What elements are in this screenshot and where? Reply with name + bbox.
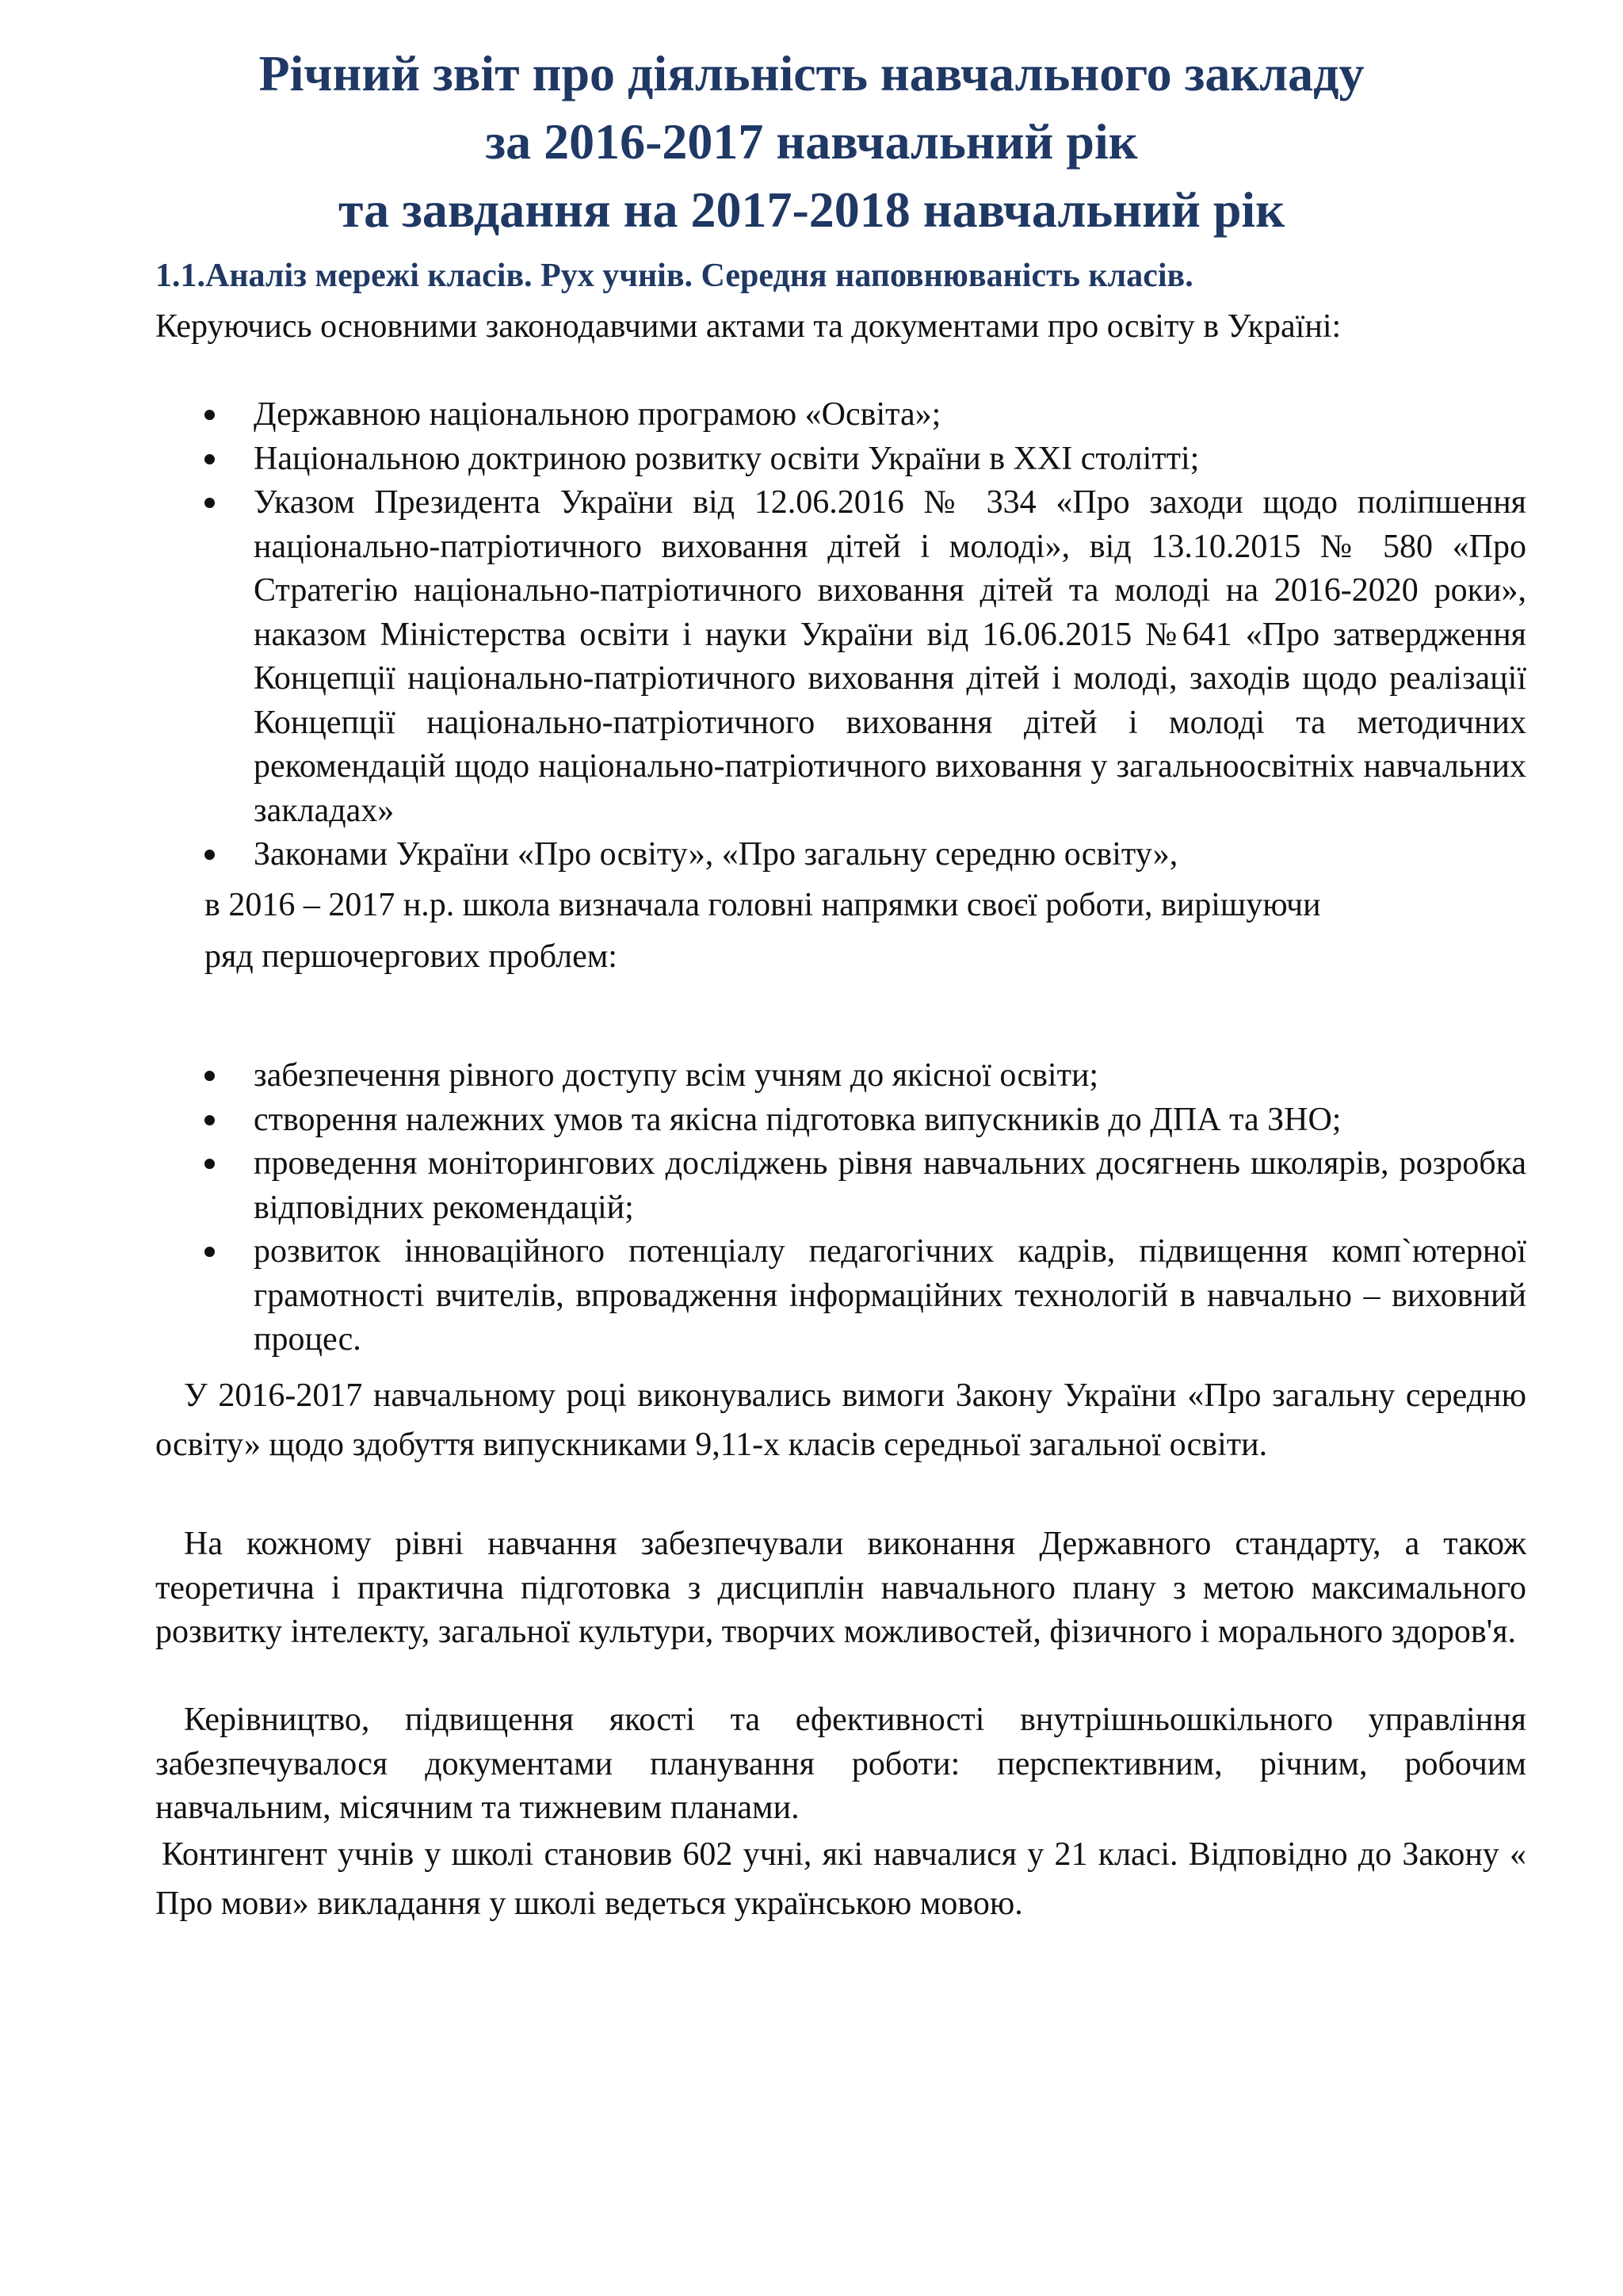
list-item-text: Законами України «Про освіту», «Про загальну середню освіту», — [254, 836, 1178, 873]
conclusion-line-1: в 2016 – 2017 н.р. школа визначала головні напрямки своєї роботи, вирішуючи — [204, 887, 1321, 923]
title-line-3: та завдання на 2017-2018 навчальний рік — [338, 181, 1285, 238]
list-item-text: забезпечення рівного доступу всім учням до якісної освіти; — [254, 1057, 1099, 1094]
list-item-text: розвиток інноваційного потенціалу педагогічних кадрів, підвищення комп`ютерної грамотності вчителів, впровадження інформаційних технологій в навчально – виховний процес. — [254, 1233, 1526, 1358]
paragraph-management: Керівництво, підвищення якості та ефективності внутрішньошкільного управління забезпечувалося документами планування роботи: перспективним, річним, робочим навчальним, місячним та тижневим планами. — [155, 1702, 1526, 1826]
list-item — [155, 1142, 1526, 1230]
list-item — [155, 1054, 1526, 1098]
title-line-1: Річний звіт про діяльність навчального закладу — [258, 45, 1365, 101]
bullet-icon — [204, 1159, 215, 1169]
list-item-text: Національною доктриною розвитку освіти України в XXI столітті; — [254, 440, 1200, 477]
bullet-icon — [204, 1071, 215, 1081]
paragraph-contingent: Контингент учнів у школі становив 602 учні, які навчалися у 21 класі. Відповідно до Закону « Про мови» викладання у школі ведеться українською мовою. — [155, 1836, 1526, 1922]
list-item — [155, 1230, 1526, 1362]
bullet-icon — [204, 1247, 215, 1257]
list-item — [155, 1098, 1526, 1143]
list-item-text: створення належних умов та якісна підготовка випускників до ДПА та ЗНО; — [254, 1101, 1342, 1138]
list-item — [155, 437, 1526, 482]
paragraph-law-requirements: У 2016-2017 навчальному році виконувались вимоги Закону України «Про загальну середню освіту» щодо здобуття випускниками 9,11-х класів середньої загальної освіти. — [155, 1377, 1526, 1463]
paragraph-standards: На кожному рівні навчання забезпечували виконання Державного стандарту, а також теоретична і практична підготовка з дисциплін навчального плану з метою максимального розвитку інтелекту, загальної культури, творчих можливостей, фізичного і морального здоров'я. — [155, 1526, 1526, 1650]
list-item-text: проведення моніторингових досліджень рівня навчальних досягнень школярів, розробка відповідних рекомендацій; — [254, 1145, 1526, 1226]
title-line-2: за 2016-2017 навчальний рік — [485, 113, 1138, 170]
intro-text: Керуючись основними законодавчими актами та документами про освіту в Україні: — [155, 308, 1342, 345]
section-heading: 1.1.Аналіз мережі класів. Рух учнів. Середня наповнюваність класів. — [155, 258, 1193, 294]
list-item-text: Указом Президента України від 12.06.2016 № 334 «Про заходи щодо поліпшення національно-патріотичного виховання дітей і молоді», від 13.10.2015 № 580 «Про Стратегію національно-патріотичного виховання дітей та молоді на 2016-2020 роки», наказом Міністерства освіти і науки України від 16.06.2015 №641 «Про затвердження Концепції національно-патріотичного виховання дітей і молоді, заходів щодо реалізації Концепції національно-патріотичного виховання дітей і молоді та методичних рекомендацій щодо національно-патріотичного виховання у загальноосвітніх навчальних закладах» — [254, 484, 1526, 829]
list-item — [155, 481, 1526, 833]
bullet-icon — [204, 1115, 215, 1125]
list-item-text: Державною національною програмою «Освіта»; — [254, 396, 941, 433]
conclusion-line-2: ряд першочергових проблем: — [204, 938, 617, 975]
bullet-icon — [204, 498, 215, 508]
document-title — [0, 40, 1623, 244]
bullet-icon — [204, 454, 215, 464]
problems-list — [155, 1054, 1526, 1362]
bullet-icon — [204, 850, 215, 860]
legal-acts-list — [155, 393, 1526, 877]
bullet-icon — [204, 410, 215, 420]
list-item — [155, 833, 1526, 877]
list-item — [155, 393, 1526, 437]
